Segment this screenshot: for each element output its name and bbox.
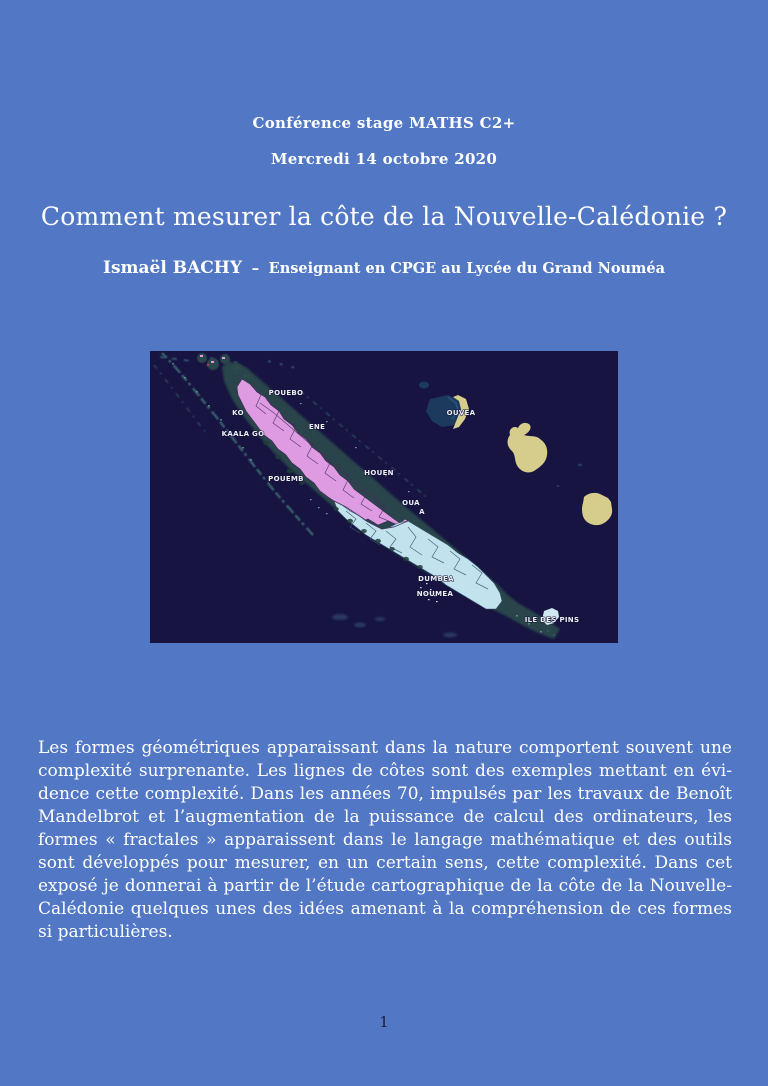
- map-label-ponerihouen: HOUEN: [364, 469, 394, 477]
- paragraph-line: complexité surprenante. Les lignes de côtes sont des exemples mettant en évi-: [38, 761, 732, 781]
- small-islet: [557, 485, 560, 487]
- paragraph-line: exposé je donnerai à partir de l’étude cartographique de la côte de la Nouvelle-: [38, 876, 732, 896]
- paragraph-line: Mandelbrot et l’augmentation de la puissance de calcul des ordinateurs, les: [38, 807, 732, 827]
- paragraph-line: si particulières.: [38, 922, 173, 942]
- map-label-canala: A: [419, 508, 425, 516]
- map-label-dumbea: DUMBEA: [418, 575, 454, 583]
- map-label-kouaoua: OUA: [402, 499, 420, 507]
- author-role: Enseignant en CPGE au Lycée du Grand Nouméa: [268, 260, 665, 277]
- map-label-ouvea: OUVEA: [446, 409, 476, 417]
- paragraph-line: sont développés pour mesurer, en un certain sens, cette complexité. Dans cet: [38, 853, 732, 873]
- map-label-noumea: NOUMEA: [416, 590, 454, 598]
- abstract-paragraph: [38, 737, 732, 944]
- paragraph-line: Calédonie quelques unes des idées amenant à la compréhension de ces formes: [38, 899, 732, 919]
- map-figure: [150, 351, 618, 643]
- map-label-koumac: KO: [232, 409, 244, 417]
- map-label-ile-des-pins: ILE DES PINS: [524, 616, 580, 624]
- paragraph-line: dence cette complexité. Dans les années 70, impulsés par les travaux de Benoît: [38, 784, 732, 804]
- map-label-hienghene: ENE: [308, 423, 326, 431]
- byline-separator: –: [251, 259, 260, 277]
- author-name: Ismaël BACHY: [103, 258, 243, 278]
- conference-header: Conférence stage MATHS C2+: [252, 114, 516, 132]
- page-number: 1: [379, 1013, 389, 1031]
- byline: [0, 258, 768, 278]
- paragraph-line: Les formes géométriques apparaissant dans la nature comportent souvent une: [38, 738, 732, 758]
- page-title: Comment mesurer la côte de la Nouvelle-Calédonie ?: [40, 202, 728, 231]
- map-label-pouembout: POUEMB: [268, 475, 304, 483]
- tiga-islet: [578, 464, 582, 467]
- map-label-pouebo: POUEBO: [268, 389, 304, 397]
- date-line: Mercredi 14 octobre 2020: [270, 150, 498, 168]
- paragraph-line: formes « fractales » apparaissent dans le langage mathématique et des outils: [38, 830, 732, 850]
- new-caledonia-map: [150, 351, 618, 643]
- map-label-kaala-gomen: KAALA GO: [221, 430, 265, 438]
